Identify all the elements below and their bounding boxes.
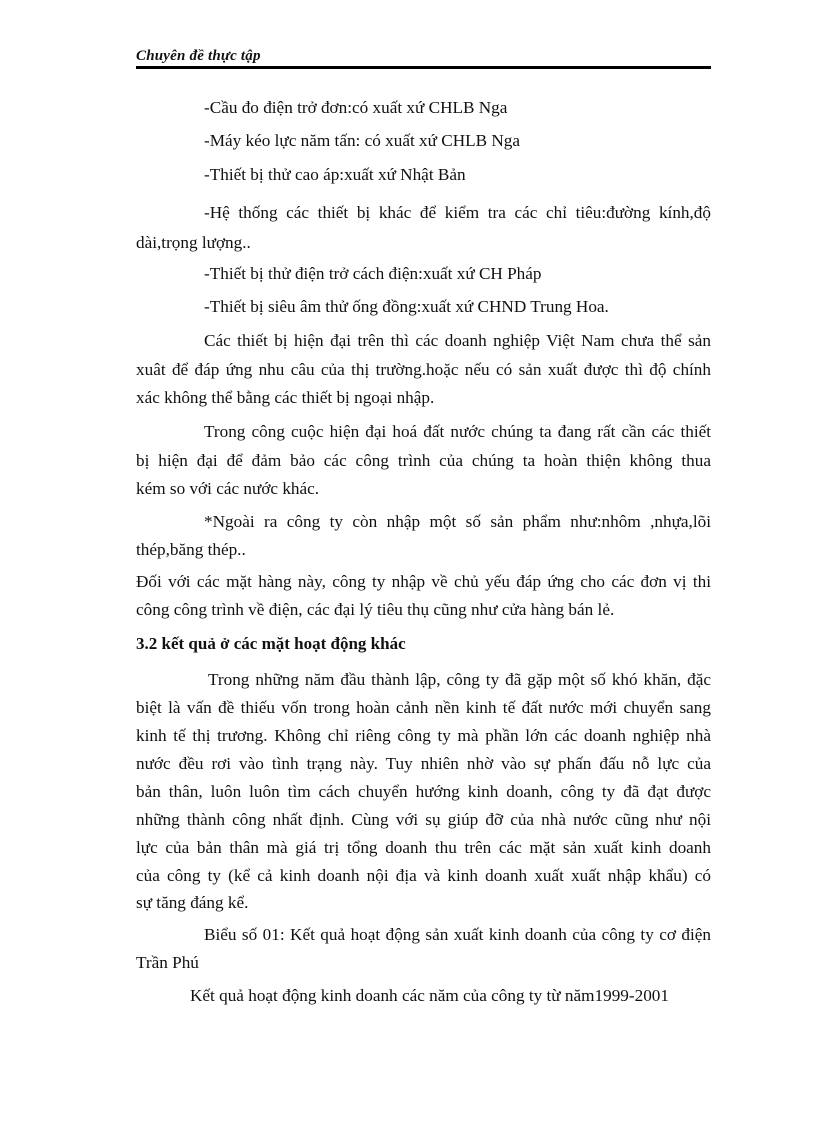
text-line: bị hiện đại để đảm bảo các công trình của chúng ta hoàn thiện không thua <box>136 451 711 470</box>
text-line: -Hệ thống các thiết bị khác để kiểm tra các chỉ tiêu:đường kính,độ <box>204 203 711 222</box>
text-line: *Ngoài ra công ty còn nhập một số sản phẩm như:nhôm ,nhựa,lõi <box>204 512 711 531</box>
text-line: xác không thể bằng các thiết bị ngoại nhập. <box>136 388 435 407</box>
table-title: Kết quả hoạt động kinh doanh các năm của công ty từ năm1999-2001 <box>190 986 669 1005</box>
text-line: xuât để đáp ứng nhu câu của thị trường.hoặc nếu có sản xuất được thì độ chính <box>136 360 711 379</box>
text-line: Trong những năm đầu thành lập, công ty đã gặp một số khó khăn, đặc <box>208 670 711 689</box>
text-line: thép,băng thép.. <box>136 540 246 559</box>
text-line: những thành công nhất định. Cùng với sụ giúp đỡ của nhà nước cũng như nội <box>136 810 711 829</box>
table-caption: Biểu số 01: Kết quả hoạt động sản xuất kinh doanh của công ty cơ điện <box>204 925 711 944</box>
table-caption: Trần Phú <box>136 953 199 972</box>
header-title: Chuyên đề thực tập <box>136 48 261 64</box>
text-line: nước đều rơi vào tình trạng này. Tuy nhiên nhờ vào sự phấn đấu nỗ lực của <box>136 754 711 773</box>
text-line: Đối với các mặt hàng này, công ty nhập về chủ yếu đáp ứng cho các đơn vị thi <box>136 572 711 591</box>
text-line: -Máy kéo lực năm tấn: có xuất xứ CHLB Nga <box>204 131 520 150</box>
text-line: -Thiết bị thử điện trở cách điện:xuất xứ CH Pháp <box>204 264 542 283</box>
text-line: của công ty (kể cả kinh doanh nội địa và kinh doanh xuất xuất nhập khẩu) có <box>136 866 711 885</box>
text-line: dài,trọng lượng.. <box>136 233 251 252</box>
text-line: -Cầu đo điện trở đơn:có xuất xứ CHLB Nga <box>204 98 508 117</box>
section-heading: 3.2 kết quả ở các mặt hoạt động khác <box>136 634 406 653</box>
text-line: công công trình về điện, các đại lý tiêu thụ cũng như cửa hàng bán lẻ. <box>136 600 615 619</box>
text-line: -Thiết bị siêu âm thử ống đồng:xuất xứ CHND Trung Hoa. <box>204 297 609 316</box>
text-line: biệt là vấn đề thiếu vốn trong hoàn cảnh nền kinh tế đất nước mới chuyển sang <box>136 698 711 717</box>
text-line: -Thiết bị thử cao áp:xuất xứ Nhật Bản <box>204 165 466 184</box>
header-rule <box>136 66 711 69</box>
text-line: lực của bản thân mà giá trị tổng doanh thu trên các mặt sản xuất kinh doanh <box>136 838 711 857</box>
text-line: kém so với các nước khác. <box>136 479 320 498</box>
text-line: Trong công cuộc hiện đại hoá đất nước chúng ta đang rất cần các thiết <box>204 422 711 441</box>
page-header <box>136 44 711 70</box>
text-line: bản thân, luôn luôn tìm cách chuyển hướng kinh doanh, công ty đã đạt được <box>136 782 711 801</box>
text-line: Các thiết bị hiện đại trên thì các doanh nghiệp Việt Nam chưa thể sản <box>204 331 711 350</box>
text-line: sự tăng đáng kể. <box>136 893 249 912</box>
text-line: kinh tế thị trương. Không chỉ riêng công ty mà phần lớn các doanh nghiệp nhà <box>136 726 711 745</box>
